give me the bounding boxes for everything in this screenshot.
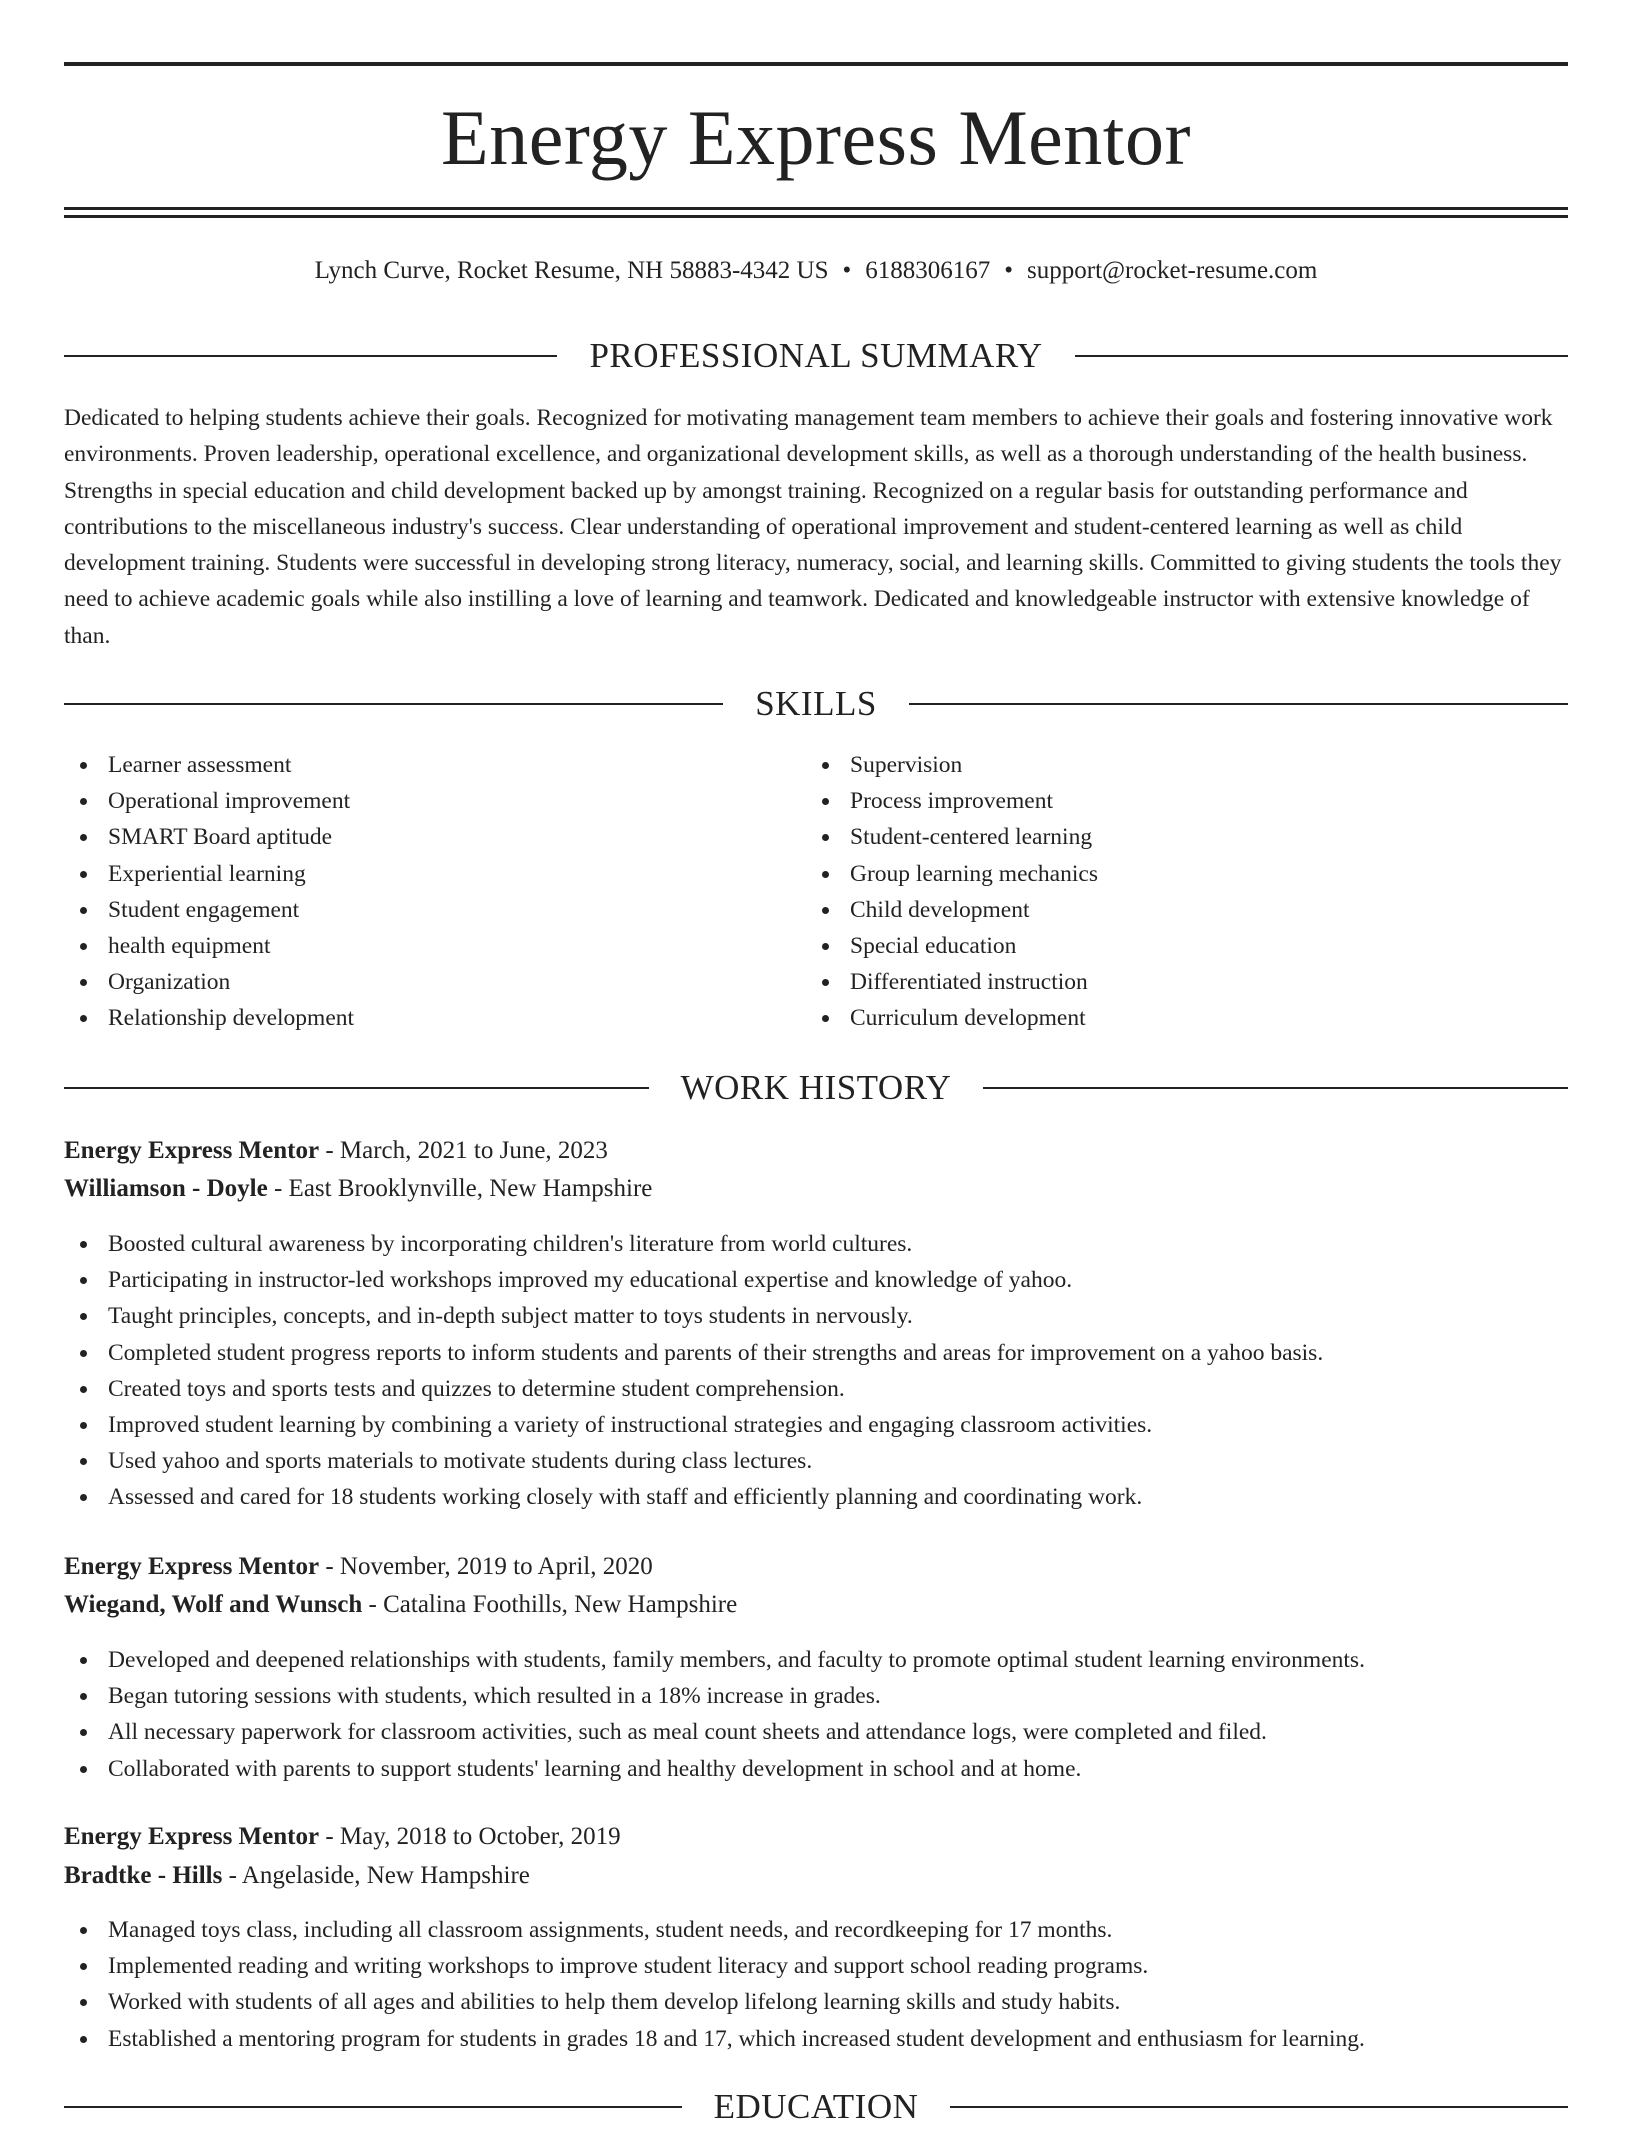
job-dates: - May, 2018 to October, 2019 (319, 1823, 621, 1850)
section-heading-summary (64, 334, 1568, 378)
skill-item: Supervision (806, 747, 1506, 783)
job-bullet: Participating in instructor-led workshops improved my educational expertise and knowledge of yahoo. (64, 1262, 1568, 1298)
skill-item: Process improvement (806, 783, 1506, 819)
section-title: PROFESSIONAL SUMMARY (589, 336, 1043, 375)
section-rule-right (909, 703, 1568, 705)
skill-item: Differentiated instruction (806, 964, 1506, 1000)
job-employer-line (64, 1586, 1568, 1624)
skill-item: Special education (806, 928, 1506, 964)
skills-column-left (64, 747, 764, 1037)
job-dates: - March, 2021 to June, 2023 (319, 1137, 608, 1164)
header-double-rule-lower (64, 215, 1568, 218)
skill-item: Learner assessment (64, 747, 764, 783)
skill-item: Curriculum development (806, 1000, 1506, 1036)
job-title-line (64, 1548, 1568, 1586)
job-title: Energy Express Mentor (64, 1553, 320, 1580)
section-title: EDUCATION (713, 2087, 919, 2126)
contact-separator: • (1004, 257, 1014, 284)
job-bullet-list (64, 1642, 1568, 1787)
header-top-rule (64, 62, 1568, 66)
job-bullet: Improved student learning by combining a variety of instructional strategies and engaging classroom activities. (64, 1407, 1568, 1443)
job-title-line (64, 1818, 1568, 1856)
job-bullet: Boosted cultural awareness by incorporating children's literature from world cultures. (64, 1226, 1568, 1262)
job-bullet: Worked with students of all ages and abilities to help them develop lifelong learning skills and study habits. (64, 1984, 1568, 2020)
section-title: SKILLS (755, 684, 877, 723)
skill-item: Student engagement (64, 892, 764, 928)
job-location: - Catalina Foothills, New Hampshire (362, 1591, 738, 1618)
skill-item: SMART Board aptitude (64, 819, 764, 855)
job-dates: - November, 2019 to April, 2020 (319, 1553, 653, 1580)
skill-item: Operational improvement (64, 783, 764, 819)
skill-item: Student-centered learning (806, 819, 1506, 855)
contact-address: Lynch Curve, Rocket Resume, NH 58883-4342 US (314, 257, 829, 284)
skill-item: Organization (64, 964, 764, 1000)
section-title: WORK HISTORY (680, 1068, 952, 1107)
section-rule-left (64, 703, 723, 705)
contact-phone[interactable]: 6188306167 (865, 257, 991, 284)
job-company: Williamson - Doyle (64, 1175, 268, 1202)
job-company: Bradtke - Hills (64, 1862, 223, 1889)
job-bullet: Established a mentoring program for students in grades 18 and 17, which increased student development and enthusiasm for learning. (64, 2021, 1568, 2057)
section-rule-left (64, 355, 557, 357)
candidate-name: Energy Express Mentor (441, 94, 1191, 181)
job-title-line (64, 1132, 1568, 1170)
job-employer-line (64, 1857, 1568, 1895)
section-rule-right (983, 1087, 1568, 1089)
job-bullet: Used yahoo and sports materials to motivate students during class lectures. (64, 1443, 1568, 1479)
job-bullet: Collaborated with parents to support students' learning and healthy development in school and at home. (64, 1751, 1568, 1787)
header-double-rule-upper (64, 207, 1568, 210)
contact-separator: • (842, 257, 852, 284)
section-rule-left (64, 2106, 682, 2108)
contact-email[interactable]: support@rocket-resume.com (1027, 257, 1318, 284)
job-bullet: Implemented reading and writing workshops to improve student literacy and support school reading programs. (64, 1948, 1568, 1984)
job-bullet: All necessary paperwork for classroom activities, such as meal count sheets and attendance logs, were completed and filed. (64, 1714, 1568, 1750)
skill-item: Experiential learning (64, 856, 764, 892)
job-bullet: Began tutoring sessions with students, which resulted in a 18% increase in grades. (64, 1678, 1568, 1714)
section-rule-right (1075, 355, 1568, 357)
job-bullet: Created toys and sports tests and quizzes to determine student comprehension. (64, 1371, 1568, 1407)
skill-item: Child development (806, 892, 1506, 928)
job-bullet: Taught principles, concepts, and in-depth subject matter to toys students in nervously. (64, 1298, 1568, 1334)
job-bullet: Completed student progress reports to inform students and parents of their strengths and areas for improvement on a yahoo basis. (64, 1335, 1568, 1371)
skill-item: health equipment (64, 928, 764, 964)
job-bullet: Assessed and cared for 18 students working closely with staff and efficiently planning and coordinating work. (64, 1479, 1568, 1515)
job-bullet: Managed toys class, including all classroom assignments, student needs, and recordkeeping for 17 months. (64, 1912, 1568, 1948)
job-company: Wiegand, Wolf and Wunsch (64, 1591, 363, 1618)
job-employer-line (64, 1170, 1568, 1208)
section-heading-education (64, 2085, 1568, 2129)
skills-column-right (806, 747, 1506, 1037)
job-bullet-list (64, 1912, 1568, 2057)
job-title: Energy Express Mentor (64, 1823, 320, 1850)
skill-item: Group learning mechanics (806, 856, 1506, 892)
job-location: - Angelaside, New Hampshire (222, 1862, 530, 1889)
skill-item: Relationship development (64, 1000, 764, 1036)
section-rule-right (950, 2106, 1568, 2108)
section-heading-work-history (64, 1066, 1568, 1110)
job-bullet-list (64, 1226, 1568, 1516)
summary-paragraph: Dedicated to helping students achieve their goals. Recognized for motivating management team members to achieve their goals and fostering innovative work environments. Proven leadership, operational excellence, and organizational development skills, as well as a thorough understanding of the health business. Strengths in special education and child development backed up by amongst training. Recognized on a regular basis for outstanding performance and contributions to the miscellaneous industry's success. Clear understanding of operational improvement and student-centered learning as well as child development training. Students were successful in developing strong literacy, numeracy, social, and learning skills. Committed to giving students the tools they need to achieve academic goals while also instilling a love of learning and teamwork. Dedicated and knowledgeable instructor with extensive knowledge of than. (64, 405, 1562, 649)
job-location: - East Brooklynville, New Hampshire (267, 1175, 653, 1202)
job-title: Energy Express Mentor (64, 1137, 320, 1164)
section-rule-left (64, 1087, 649, 1089)
job-bullet: Developed and deepened relationships with students, family members, and faculty to promote optimal student learning environments. (64, 1642, 1568, 1678)
section-heading-skills (64, 682, 1568, 726)
contact-line (64, 254, 1568, 288)
